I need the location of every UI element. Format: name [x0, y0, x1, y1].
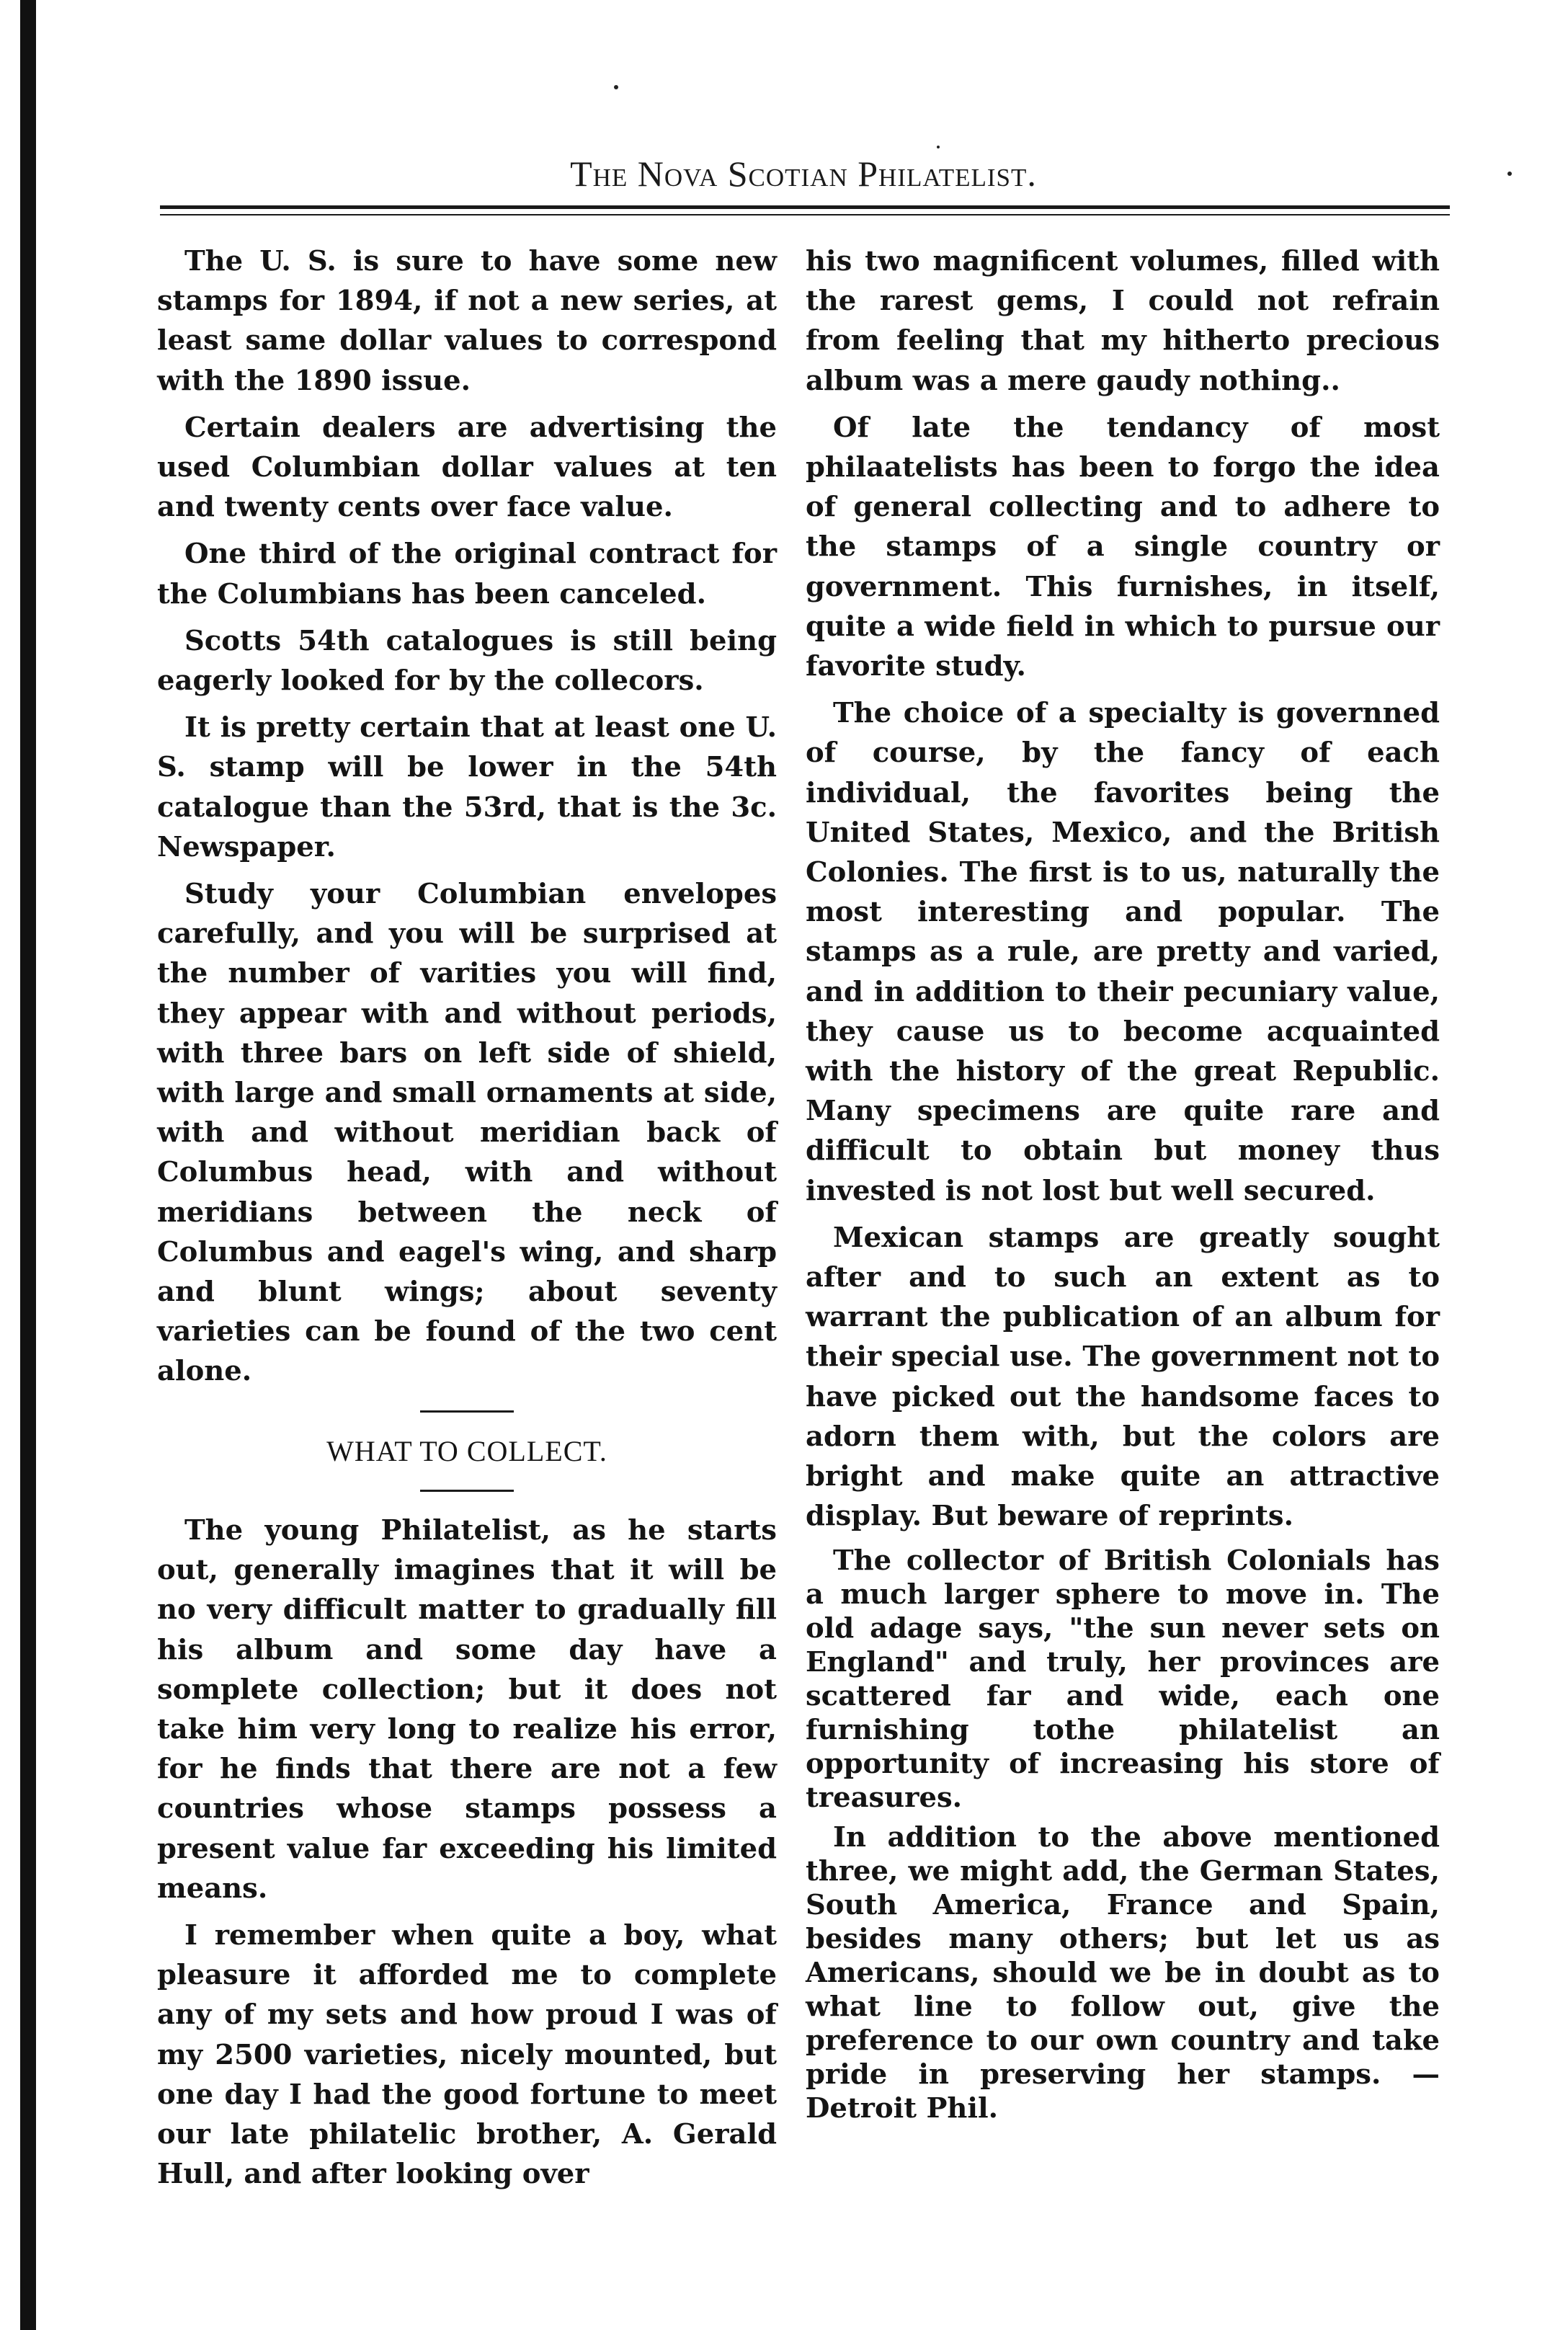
page-title: The Nova Scotian Philatelist. — [570, 154, 1037, 194]
paragraph: The choice of a specialty is governned of course, by the fancy of each individual, the favorites being the United States, Mexico, and the British Colonies. The first is to us, naturally the most interesting and popular. The stamps as a rule, are pretty and varied, and in addition to their pecuniary value, they cause us to become acquainted with the history of the great Republic. Many specimens are quite rare and difficult to obtain but money thus invested is not lost but well secured. — [806, 697, 1440, 1207]
section-divider — [420, 1410, 514, 1413]
right-column — [806, 241, 1440, 2131]
paragraph: In addition to the above mentioned three, we might add, the German States, South America, France and Spain, besides many others; but let us as Americans, should we be in doubt as to what line to follow out, give the preference to our own country and take pride in preserving her stamps. —Detroit Phil. — [806, 1820, 1440, 2125]
section-heading: WHAT TO COLLECT. — [326, 1434, 607, 1467]
print-speck — [614, 85, 618, 89]
paragraph: The collector of British Colonials has a much larger sphere to move in. The old adage says, "the sun never sets on England" and truly, her provinces are scattered far and wide, each one furnishing tothe philatelist an opportunity of increasing his store of treasures. — [806, 1544, 1440, 1814]
header-rule-thin — [160, 214, 1450, 215]
binding-edge — [20, 0, 36, 2330]
print-speck — [1507, 172, 1512, 176]
print-speck — [937, 146, 940, 148]
paragraph: One third of the original contract for the Columbians has been canceled. — [157, 538, 777, 610]
left-column — [157, 241, 777, 2201]
paragraph: Scotts 54th catalogues is still being eagerly looked for by the collecors. — [157, 624, 777, 698]
paragraph: Of late the tendancy of most philaatelists has been to forgo the idea of general collecting and to adhere to the stamps of a single country or government. This furnishes, in itself, quite a wide field in which to pursue our favorite study. — [806, 411, 1440, 683]
section-divider — [420, 1490, 514, 1492]
paragraph: Study your Columbian envelopes carefully, and you will be surprised at the number of varities you will find, they appear with and without periods, with three bars on left side of shield, with large and small ornaments at side, with and without meridian back of Columbus head, with and without meridians between the neck of Columbus and eagel's wing, and sharp and blunt wings; about seventy varieties can be found of the two cent alone. — [157, 878, 777, 1388]
paragraph: his two magnificent volumes, filled with the rarest gems, I could not refrain from feeling that my hitherto precious album was a mere gaudy nothing.. — [806, 245, 1440, 397]
paragraph: Mexican stamps are greatly sought after and to such an extent as to warrant the publication of an album for their special use. The government not to have picked out the handsome faces to adorn them with, but the colors are bright and make quite an attractive display. But beware of reprints. — [806, 1221, 1440, 1533]
paragraph: Certain dealers are advertising the used Columbian dollar values at ten and twenty cents over face value. — [157, 411, 777, 524]
header-rule-thick — [160, 205, 1450, 209]
paragraph: The young Philatelist, as he starts out, generally imagines that it will be no very difficult matter to gradually fill his album and some day have a somplete collection; but it does not take him very long to realize his error, for he finds that there are not a few countries whose stamps possess a present value far exceeding his limited means. — [157, 1513, 777, 1905]
paragraph: I remember when quite a boy, what pleasure it afforded me to complete any of my sets and how proud I was of my 2500 varieties, nicely mounted, but one day I had the good fortune to meet our late philatelic brother, A. Gerald Hull, and after looking over — [157, 1918, 777, 2191]
paragraph: It is pretty certain that at least one U. S. stamp will be lower in the 54th catalogue than the 53rd, that is the 3c. Newspaper. — [157, 711, 777, 863]
paragraph: The U. S. is sure to have some new stamps for 1894, if not a new series, at least same dollar values to correspond with the 1890 issue. — [157, 245, 777, 397]
